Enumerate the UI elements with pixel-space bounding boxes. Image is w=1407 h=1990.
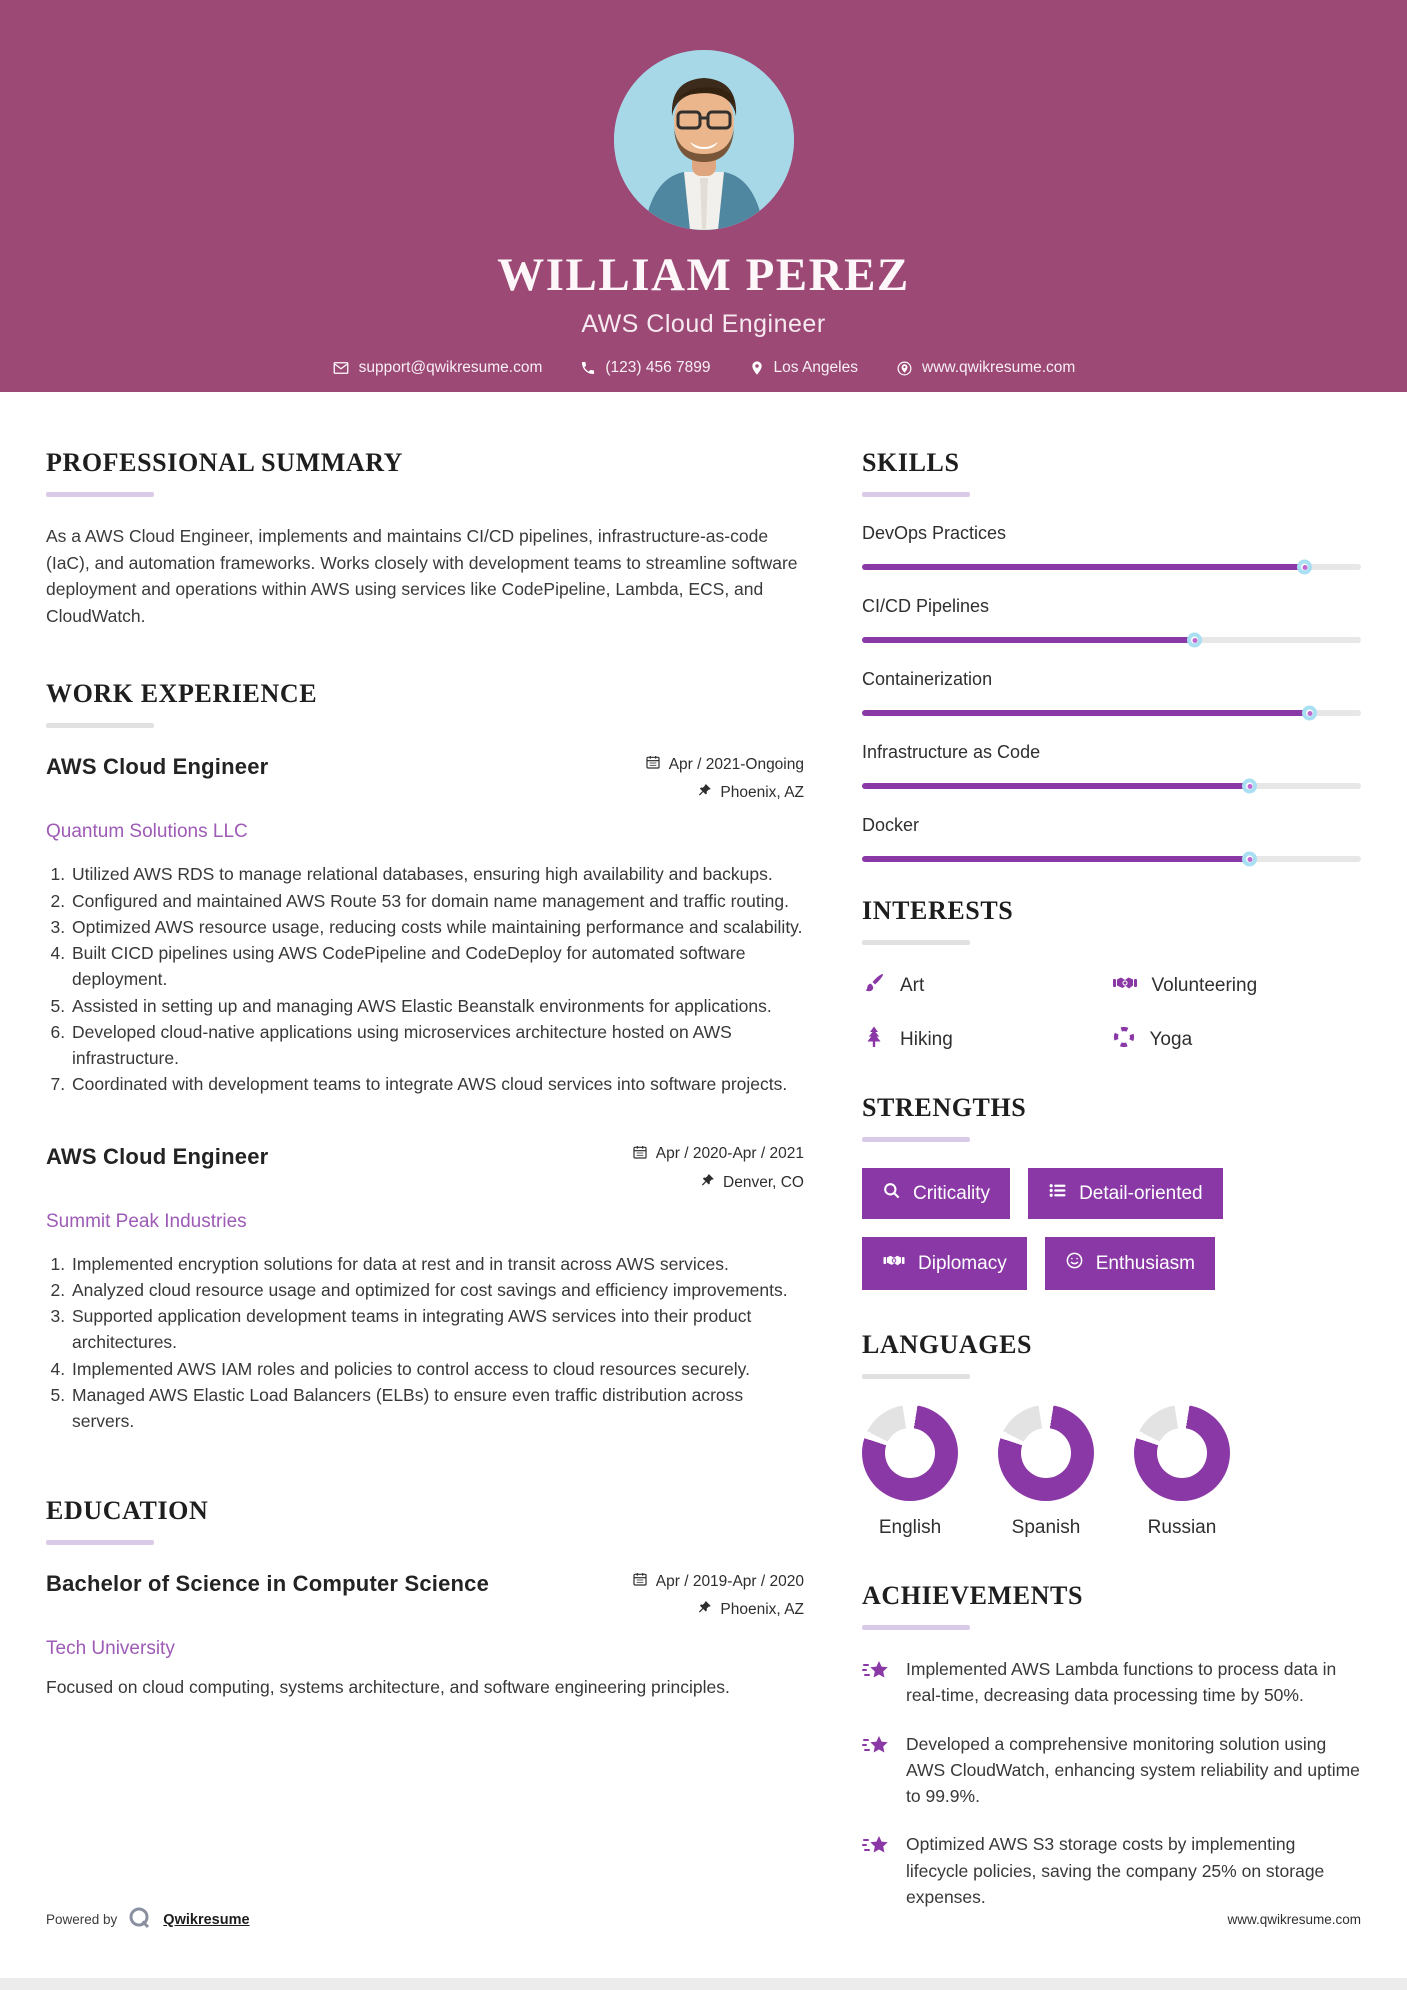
shooting-star-icon — [862, 1831, 892, 1910]
contact-website[interactable]: www.qwikresume.com — [884, 359, 1087, 377]
list-icon — [1048, 1181, 1067, 1206]
interest-item: Art — [862, 971, 1112, 1001]
school-name: Tech University — [46, 1638, 175, 1660]
magnifier-icon — [882, 1181, 901, 1206]
content-columns — [0, 392, 1407, 1932]
skill-slider-track — [862, 856, 1361, 862]
section-skills — [862, 448, 1361, 862]
job-bullet: 2. Configured and maintained AWS Route 53 for domain name management and traffic routing. — [70, 888, 804, 914]
job-bullet: 3. Supported application development teams in integrating AWS services into their product architectures. — [70, 1303, 804, 1356]
interest-item: Hiking — [862, 1025, 1112, 1055]
phone-icon — [580, 360, 596, 376]
strength-badge: Detail-oriented — [1028, 1168, 1223, 1219]
skill-slider-fill — [862, 564, 1301, 570]
section-underline — [46, 1540, 154, 1545]
person-role: AWS Cloud Engineer — [581, 310, 826, 338]
skill-slider-track — [862, 637, 1361, 643]
skill-label: DevOps Practices — [862, 523, 1007, 543]
section-work-experience — [46, 679, 804, 1434]
skill-slider-track — [862, 783, 1361, 789]
job-dates: Apr / 2021-Ongoing — [668, 755, 804, 773]
pushpin-icon — [697, 783, 712, 803]
job-dates: Apr / 2020-Apr / 2021 — [655, 1145, 804, 1163]
job-bullet: 5. Managed AWS Elastic Load Balancers (ELBs) to ensure even traffic distribution across servers. — [70, 1382, 804, 1435]
job-entry — [46, 1144, 804, 1435]
job-bullet: 1. Utilized AWS RDS to manage relational databases, ensuring high availability and backups. — [70, 861, 804, 887]
section-title: EDUCATION — [46, 1496, 209, 1526]
shooting-star-icon — [862, 1656, 892, 1709]
skill-slider-track — [862, 564, 1361, 570]
skill-label: Containerization — [862, 669, 993, 689]
profile-photo — [614, 50, 794, 230]
map-pin-icon — [749, 360, 765, 376]
section-underline — [862, 1137, 970, 1142]
section-strengths — [862, 1093, 1361, 1290]
section-underline — [862, 1625, 970, 1630]
footer — [46, 1905, 1361, 1934]
section-underline — [862, 940, 970, 945]
achievement-item: Implemented AWS Lambda functions to process data in real-time, decreasing data processing time by 50%. — [862, 1656, 1361, 1709]
section-title: PROFESSIONAL SUMMARY — [46, 448, 404, 477]
lifebuoy-icon — [1112, 1025, 1136, 1055]
interest-item: Volunteering — [1112, 971, 1362, 1001]
language-label: Spanish — [1011, 1517, 1081, 1538]
globe-pin-icon — [896, 360, 913, 377]
skill-item — [862, 815, 1361, 862]
section-title: ACHIEVEMENTS — [862, 1581, 1084, 1610]
skill-slider-fill — [862, 856, 1246, 862]
strength-badge: Criticality — [862, 1168, 1010, 1219]
contact-location: Los Angeles — [737, 359, 870, 377]
job-title: AWS Cloud Engineer — [46, 1143, 269, 1169]
job-bullet: 4. Built CICD pipelines using AWS CodePipeline and CodeDeploy for automated software deployment. — [70, 940, 804, 993]
language-donut-chart — [1134, 1405, 1230, 1501]
strength-badge: Enthusiasm — [1045, 1237, 1215, 1290]
skill-item — [862, 742, 1361, 789]
job-bullet: 5. Assisted in setting up and managing AWS Elastic Beanstalk environments for applications. — [70, 993, 804, 1019]
skill-slider-track — [862, 710, 1361, 716]
section-title: WORK EXPERIENCE — [46, 679, 318, 709]
section-achievements — [862, 1581, 1361, 1910]
skill-item — [862, 669, 1361, 716]
header-banner — [0, 0, 1407, 392]
section-title: SKILLS — [862, 448, 960, 477]
shooting-star-icon — [862, 1731, 892, 1810]
section-title: STRENGTHS — [862, 1093, 1027, 1122]
skill-slider-fill — [862, 637, 1191, 643]
footer-website: www.qwikresume.com — [1227, 1912, 1361, 1927]
section-languages — [862, 1330, 1361, 1539]
job-location: Phoenix, AZ — [720, 784, 804, 802]
skill-slider-knob[interactable] — [1187, 633, 1202, 648]
skill-slider-knob[interactable] — [1297, 560, 1312, 575]
handshake-icon — [1112, 971, 1138, 1001]
language-item — [998, 1405, 1094, 1539]
envelope-icon — [332, 359, 350, 377]
section-interests — [862, 896, 1361, 1055]
language-item — [1134, 1405, 1230, 1539]
education-dates: Apr / 2019-Apr / 2020 — [655, 1572, 804, 1590]
skill-slider-fill — [862, 710, 1306, 716]
education-location: Phoenix, AZ — [720, 1601, 804, 1619]
skill-label: Docker — [862, 815, 920, 835]
degree-title: Bachelor of Science in Computer Science — [46, 1571, 490, 1597]
summary-text: As a AWS Cloud Engineer, implements and maintains CI/CD pipelines, infrastructure-as-code (IaC), and automation frameworks. Works closely with development teams to streamline software deployment and operations within AWS using services like CodePipeline, Lambda, ECS, and CloudWatch. — [46, 526, 798, 626]
skill-slider-fill — [862, 783, 1246, 789]
language-donut-chart — [862, 1405, 958, 1501]
section-professional-summary — [46, 448, 804, 629]
pine-tree-icon — [862, 1025, 886, 1055]
powered-by-label: Powered by — [46, 1912, 118, 1927]
job-bullet-list — [46, 1251, 804, 1435]
profile-photo-illustration — [614, 50, 794, 230]
skill-item — [862, 523, 1361, 570]
interest-item: Yoga — [1112, 1025, 1362, 1055]
company-name: Quantum Solutions LLC — [46, 821, 248, 843]
skill-slider-knob[interactable] — [1302, 706, 1317, 721]
person-name: WILLIAM PEREZ — [497, 249, 910, 301]
calendar-icon — [645, 754, 661, 775]
section-education — [46, 1496, 804, 1700]
job-bullet: 4. Implemented AWS IAM roles and policies to control access to cloud resources securely. — [70, 1356, 804, 1382]
skill-label: CI/CD Pipelines — [862, 596, 990, 616]
job-bullet: 7. Coordinated with development teams to integrate AWS cloud services into software projects. — [70, 1071, 804, 1097]
job-location: Denver, CO — [723, 1173, 804, 1191]
qwikresume-link[interactable]: Qwikresume — [163, 1911, 250, 1928]
contact-phone[interactable]: (123) 456 7899 — [568, 359, 722, 377]
language-label: Russian — [1147, 1517, 1217, 1538]
pushpin-icon — [697, 1600, 712, 1620]
section-title: INTERESTS — [862, 896, 1014, 925]
calendar-icon — [632, 1571, 648, 1592]
contact-row — [0, 359, 1407, 377]
contact-email[interactable]: support@qwikresume.com — [320, 359, 555, 377]
paintbrush-icon — [862, 971, 886, 1001]
section-underline — [46, 492, 154, 497]
job-bullet: 3. Optimized AWS resource usage, reducing costs while maintaining performance and scalability. — [70, 914, 804, 940]
achievement-item: Optimized AWS S3 storage costs by implementing lifecycle policies, saving the company 25% on storage expenses. — [862, 1831, 1361, 1910]
smiley-icon — [1065, 1251, 1084, 1276]
handshake-icon — [882, 1250, 906, 1277]
education-text: Focused on cloud computing, systems architecture, and software engineering principles. — [46, 1677, 730, 1698]
section-underline — [46, 723, 154, 728]
left-column — [46, 448, 804, 1932]
job-entry — [46, 754, 804, 1097]
section-underline — [862, 492, 970, 497]
pushpin-icon — [700, 1173, 715, 1193]
calendar-icon — [632, 1144, 648, 1165]
language-donut-chart — [998, 1405, 1094, 1501]
section-underline — [862, 1374, 970, 1379]
job-bullet: 1. Implemented encryption solutions for data at rest and in transit across AWS services. — [70, 1251, 804, 1277]
qwikresume-logo-icon — [127, 1905, 153, 1934]
job-bullet: 6. Developed cloud-native applications using microservices architecture hosted on AWS infrastructure. — [70, 1019, 804, 1072]
skill-label: Infrastructure as Code — [862, 742, 1041, 762]
language-item — [862, 1405, 958, 1539]
job-bullet: 2. Analyzed cloud resource usage and optimized for cost savings and efficiency improvements. — [70, 1277, 804, 1303]
strength-badge: Diplomacy — [862, 1237, 1027, 1290]
company-name: Summit Peak Industries — [46, 1210, 247, 1232]
job-bullet-list — [46, 861, 804, 1097]
achievement-item: Developed a comprehensive monitoring solution using AWS CloudWatch, enhancing system reliability and uptime to 99.9%. — [862, 1731, 1361, 1810]
skill-slider-knob[interactable] — [1242, 779, 1257, 794]
job-title: AWS Cloud Engineer — [46, 754, 269, 780]
skill-item — [862, 596, 1361, 643]
right-column — [862, 448, 1361, 1932]
skill-slider-knob[interactable] — [1242, 852, 1257, 867]
section-title: LANGUAGES — [862, 1330, 1033, 1359]
language-label: English — [878, 1517, 942, 1538]
